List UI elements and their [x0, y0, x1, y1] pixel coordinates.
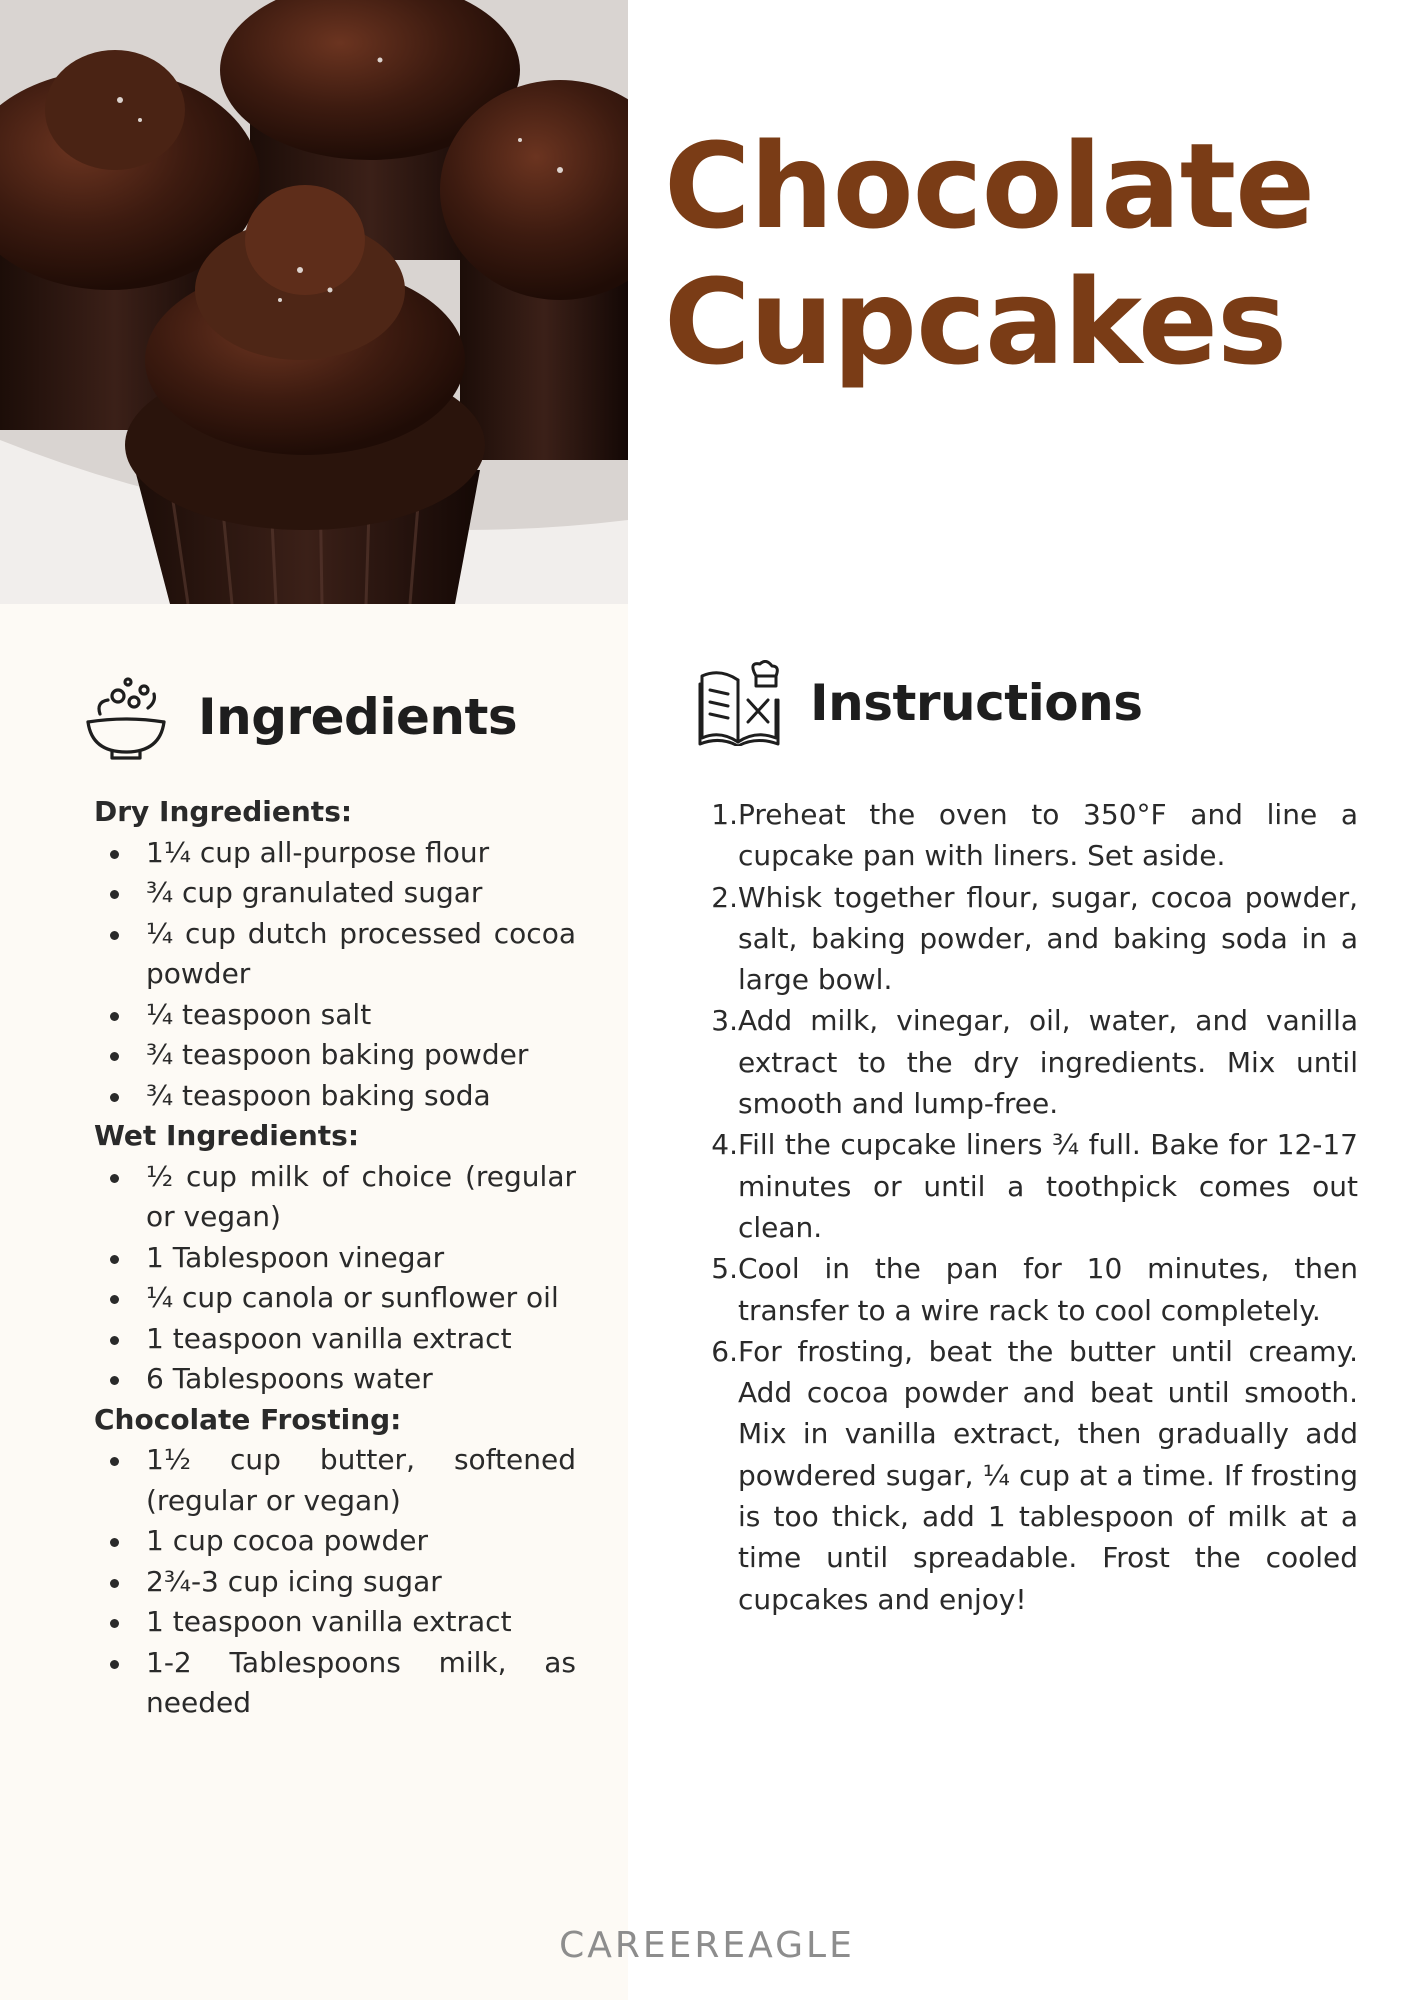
mixing-bowl-icon	[84, 672, 168, 762]
ingredient-item: 1 teaspoon vanilla extract	[94, 1319, 576, 1360]
title-line-2: Cupcakes	[664, 253, 1287, 391]
step-text: Cool in the pan for 10 minutes, then transfer to a wire rack to cool completely.	[738, 1252, 1358, 1327]
recipe-title	[664, 118, 1384, 390]
ingredient-item: ¼ cup dutch processed cocoa powder	[94, 914, 576, 995]
ingredient-group-list	[94, 1157, 576, 1400]
instructions-heading: Instructions	[810, 674, 1143, 732]
step-number: 1.	[711, 798, 738, 831]
ingredients-list	[94, 792, 576, 1724]
ingredient-item: ¾ teaspoon baking soda	[94, 1076, 576, 1117]
ingredient-item: ¾ teaspoon baking powder	[94, 1035, 576, 1076]
step-text: For frosting, beat the butter until creamy. Add cocoa powder and beat until smooth. Mix in vanilla extract, then gradually add powdered sugar, ¼ cup at a time. If frosting is too thick, add 1 tablespoon of milk at a time until spreadable. Frost the cooled cupcakes and enjoy!	[738, 1334, 1358, 1616]
ingredient-item: 1 teaspoon vanilla extract	[94, 1602, 576, 1643]
careereagle-logo: CAREEREAGLE	[559, 1925, 855, 1966]
step-number: 5.	[711, 1252, 738, 1286]
ingredient-group-title: Wet Ingredients:	[94, 1119, 360, 1152]
step-number: 2.	[711, 880, 738, 914]
ingredient-item: ¾ cup granulated sugar	[94, 873, 576, 914]
ingredient-item: ½ cup milk of choice (regular or vegan)	[94, 1157, 576, 1238]
ingredient-item: 6 Tablespoons water	[94, 1359, 576, 1400]
title-line-1: Chocolate	[664, 117, 1315, 255]
instruction-step	[698, 1331, 1358, 1620]
instructions-header	[698, 660, 1143, 746]
ingredient-group-title: Dry Ingredients:	[94, 795, 353, 828]
instruction-step	[698, 877, 1358, 1001]
ingredient-group-title: Chocolate Frosting:	[94, 1402, 402, 1436]
ingredient-item: ¼ cup canola or sunflower oil	[94, 1278, 576, 1319]
step-number: 4.	[711, 1128, 738, 1162]
instruction-step	[698, 1124, 1358, 1248]
ingredient-item: 1¼ cup all-purpose flour	[94, 833, 576, 874]
ingredient-group-list	[94, 1440, 576, 1724]
ingredient-item: 1 Tablespoon vinegar	[94, 1238, 576, 1279]
step-text: Fill the cupcake liners ¾ full. Bake for 12-17 minutes or until a toothpick comes out clean.	[738, 1128, 1358, 1244]
ingredient-item: 1 cup cocoa powder	[94, 1521, 576, 1562]
ingredient-item: 1-2 Tablespoons milk, as needed	[94, 1643, 576, 1724]
instruction-step	[698, 1248, 1358, 1331]
step-text: Add milk, vinegar, oil, water, and vanilla extract to the dry ingredients. Mix until smooth and lump-free.	[738, 1004, 1358, 1121]
step-text: Whisk together flour, sugar, cocoa powder, salt, baking powder, and baking soda in a large bowl.	[738, 880, 1358, 997]
ingredient-item: 2¾-3 cup icing sugar	[94, 1562, 576, 1603]
recipe-book-icon	[698, 660, 780, 746]
instruction-step	[698, 794, 1358, 877]
ingredient-group-list	[94, 833, 576, 1117]
ingredients-heading: Ingredients	[198, 688, 518, 746]
step-text: Preheat the oven to 350°F and line a cupcake pan with liners. Set aside.	[738, 798, 1358, 873]
step-number: 6.	[711, 1334, 738, 1368]
ingredients-header	[84, 672, 517, 762]
step-number: 3.	[711, 1004, 738, 1038]
ingredient-item: ¼ teaspoon salt	[94, 995, 576, 1036]
ingredient-item: 1½ cup butter, softened (regular or vegan)	[94, 1440, 576, 1521]
instruction-step	[698, 1000, 1358, 1124]
cupcake-photo	[0, 0, 628, 604]
instructions-list	[698, 794, 1358, 1620]
